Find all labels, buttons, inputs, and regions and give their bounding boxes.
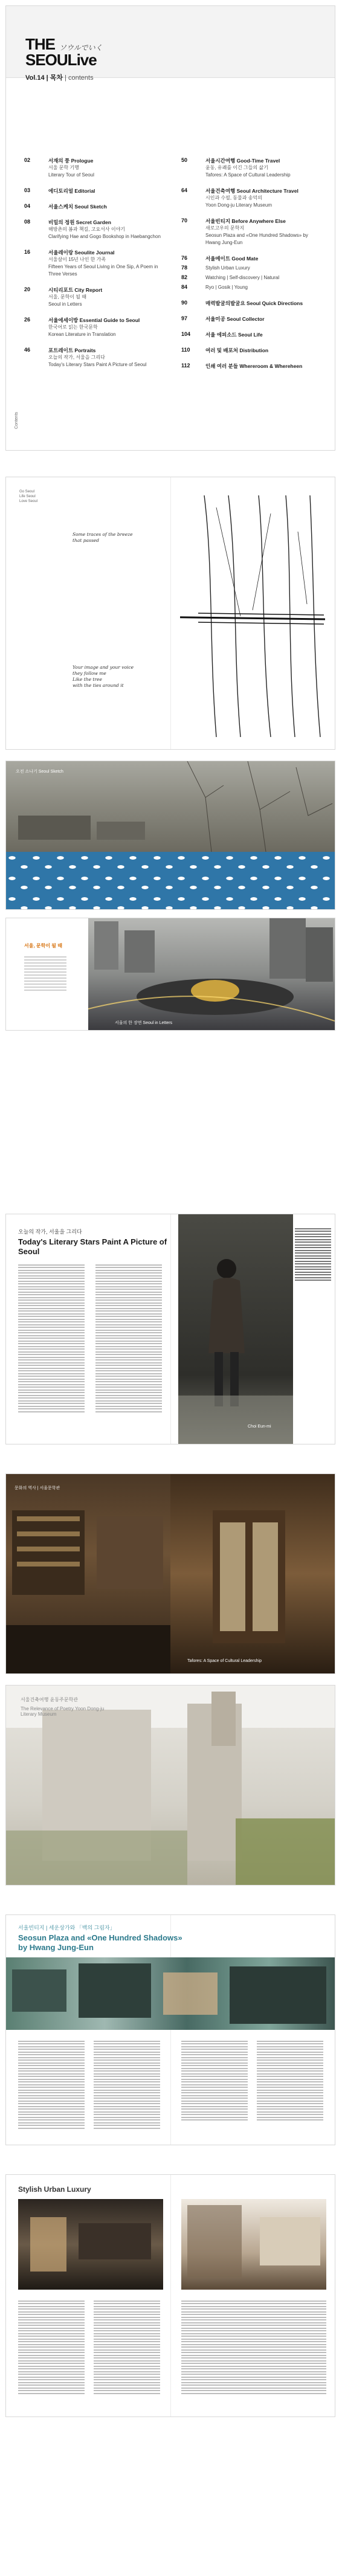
- toc-sub: Stylish Urban Luxury: [205, 265, 250, 271]
- toc-num: 04: [24, 203, 31, 209]
- toc-title: 서울미공 Seoul Collector: [205, 316, 265, 322]
- toc-sub: 시인과 수필, 동물과 송덕의: [205, 195, 262, 201]
- kicker: 서울건축여행 윤동주문학관: [21, 1697, 78, 1702]
- literary-spread: [6, 1214, 335, 1444]
- toc-title: 인쇄 여러 분들 Whereroom & Whereheen: [205, 363, 303, 369]
- toc-num: 104: [181, 331, 191, 337]
- headline: by Hwang Jung-Eun: [18, 1943, 94, 1952]
- toc-right-column: [181, 157, 320, 378]
- photo-label: 문화의 역사 | 서울문학관: [15, 1486, 60, 1490]
- headline: Seosun Plaza and «One Hundred Shadows»: [18, 1933, 182, 1942]
- body-text: [24, 955, 66, 993]
- toc-sub-en: Yoon Dong-ju Literary Museum: [205, 202, 272, 208]
- gutter: [170, 1915, 171, 2145]
- toc-sub: 서울 문학 기행: [48, 165, 79, 170]
- toc-sub-en: Clarifying Hae and Gogo Bookshop in Haebangchon: [48, 234, 161, 239]
- toc-num: 16: [24, 249, 31, 255]
- seoul-sketch-spread: [6, 761, 335, 909]
- volume-sub: | contents: [65, 74, 94, 82]
- toc-title: 서울 에피소드 Seoul Life: [205, 332, 263, 338]
- heritage-spread: [6, 1474, 335, 1673]
- tree-with-ties-drawing: [180, 495, 325, 737]
- photo-caption: 서울의 한 장면 Seoul in Letters: [115, 1021, 173, 1025]
- toc-entry[interactable]: [181, 347, 320, 354]
- cabinet-photo: [170, 1474, 335, 1673]
- gutter: [170, 477, 171, 749]
- city-roundabout-photo: [88, 918, 335, 1030]
- toc-num: 64: [181, 187, 188, 193]
- contents-spread: [6, 6, 335, 450]
- section-title: 서울, 문학이 될 때: [24, 943, 62, 948]
- body-text-col-1: [18, 1263, 85, 1414]
- toc-num: 76: [181, 255, 188, 261]
- toc-title: 서울건축여행 Seoul Architecture Travel: [205, 188, 298, 194]
- toc-entry[interactable]: [181, 331, 320, 338]
- toc-entry[interactable]: [181, 157, 320, 179]
- toc-title: 포트레이트 Portraits: [48, 347, 96, 353]
- corner-tag-line: Life Seoul: [19, 495, 36, 498]
- shelf-shapes: [6, 1474, 170, 1673]
- toc-sub-en: Seosun Plaza and «One Hundred Shadows» by Hwang Jung-Eun: [205, 233, 308, 245]
- body-text-col-1: [18, 2039, 85, 2130]
- toc-sub-en: Fifteen Years of Seoul Living in One Sip, A Poem in Three Verses: [48, 264, 158, 277]
- logo-the: THE: [25, 35, 55, 53]
- toc-sub-en: Today's Literary Stars Paint A Picture of Seoul: [48, 362, 147, 367]
- toc-title: 서울에세이방 Essential Guide to Seoul: [48, 317, 140, 323]
- toc-title: 비밀의 정원 Secret Garden: [48, 219, 111, 225]
- toc-sub: Ryo | Gosik | Young: [205, 285, 248, 290]
- toc-title: 매력발굴의발굴요 Seoul Quick Directions: [205, 300, 303, 306]
- toc-entry[interactable]: [24, 203, 163, 210]
- toc-entry[interactable]: [181, 217, 320, 246]
- winter-city-photo: [6, 761, 335, 852]
- photo-label: The Relevance of Poetry Yoon Dong-ju Literary Museum: [21, 1706, 105, 1717]
- toc-entry[interactable]: [24, 347, 163, 369]
- toc-entry[interactable]: [181, 255, 320, 262]
- toc-sub: 해방촌의 봄과 책길, 고요서사 이야기: [48, 227, 126, 232]
- branch-silhouettes: [6, 761, 335, 852]
- toc-title: 서울시간여행 Good-Time Travel: [205, 158, 280, 164]
- person-silhouette: [178, 1214, 293, 1444]
- gutter: [170, 2175, 171, 2417]
- toc-entry[interactable]: [24, 317, 163, 338]
- gutter: [170, 1214, 171, 1444]
- seosun-spread: [6, 1915, 335, 2145]
- handwritten-note: Your image and your voice they follow me Like the tree with the ties around it: [73, 665, 134, 688]
- toc-title: 서울빈티지 Before Anywhere Else: [205, 218, 286, 224]
- toc-num: 112: [181, 362, 190, 369]
- logo-script: ソウルでいく: [59, 43, 103, 52]
- toc-sub: 오늘의 작가, 서울을 그리다: [48, 355, 105, 360]
- body-text-col-4: [257, 2039, 323, 2122]
- photo-caption: Choi Eun-mi: [248, 1425, 271, 1429]
- toc-num: 110: [181, 347, 190, 353]
- city-report-spread: [6, 918, 335, 1030]
- side-text: [295, 1226, 331, 1283]
- toc-entry[interactable]: [24, 286, 163, 308]
- toc-num: 50: [181, 157, 188, 163]
- toc-num: 02: [24, 157, 31, 163]
- photo-label: Tafores: A Space of Cultural Leadership: [187, 1659, 262, 1663]
- corner-tag-line: Love Seoul: [19, 500, 38, 503]
- toc-entry[interactable]: [181, 265, 320, 272]
- toc-num: 90: [181, 300, 188, 306]
- toc-entry[interactable]: [24, 157, 163, 179]
- boutique-interior-photo: [181, 2199, 326, 2290]
- toc-title: 에디토리얼 Editorial: [48, 188, 95, 194]
- toc-num: 97: [181, 315, 188, 321]
- cabinet-shapes: [170, 1474, 335, 1673]
- toc-num: 84: [181, 284, 188, 290]
- logo-seoul: SEOULive: [25, 51, 97, 69]
- barber-shapes: [18, 2199, 163, 2290]
- toc-sub-en: Tafores: A Space of Cultural Leadership: [205, 172, 291, 178]
- handwritten-note: Some traces of the breeze that passed: [73, 532, 133, 543]
- headline: Today's Literary Stars Paint A Picture of Seoul: [18, 1237, 167, 1256]
- cityscape-shapes: [88, 918, 335, 1030]
- author-portrait-photo: [178, 1214, 293, 1444]
- body-text-col-2: [95, 1263, 162, 1414]
- toc-entry[interactable]: [181, 315, 320, 323]
- toc-title: 서울레이랑 Seoulite Journal: [48, 250, 115, 256]
- toc-sub: 서울, 문학이 될 때: [48, 294, 86, 300]
- corner-tag: [19, 489, 37, 504]
- body-text-col-1: [18, 2299, 85, 2395]
- toc-title: 서울메이트 Good Mate: [205, 256, 259, 262]
- urban-luxury-spread: [6, 2175, 335, 2417]
- toc-title: 시티리포트 City Report: [48, 287, 103, 293]
- boutique-shapes: [181, 2199, 326, 2290]
- toc-num: 78: [181, 265, 188, 271]
- toc-sub: 서울살이 15년 나인 한 가족: [48, 257, 106, 262]
- toc-sub: 한국어로 읽는 한국문학: [48, 324, 98, 330]
- body-text-col-3: [181, 2039, 248, 2122]
- toc-num: 46: [24, 347, 31, 353]
- volume-label: [25, 72, 94, 82]
- toc-entry[interactable]: [181, 362, 320, 370]
- museum-spread: [6, 1686, 335, 1885]
- toc-sub-en: Korean Literature in Translation: [48, 332, 116, 337]
- side-label: Contents: [15, 411, 19, 429]
- barber-shop-photo: [18, 2199, 163, 2290]
- toc-title: 서울스케치 Seoul Sketch: [48, 204, 107, 210]
- toc-sub-en: Seoul in Letters: [48, 301, 82, 307]
- toc-title: 여러 및 배포처 Distribution: [205, 347, 269, 353]
- photo-label: 오전 소나기 Seoul Sketch: [16, 770, 63, 774]
- toc-num: 70: [181, 217, 188, 224]
- toc-num: 08: [24, 219, 31, 225]
- toc-left-column: [24, 157, 163, 377]
- toc-entry[interactable]: [181, 300, 320, 307]
- kicker: 서울빈티지 | 세운상가와 「백의 그림자」: [18, 1925, 115, 1931]
- toc-sub: 새로고우의 문학지: [205, 225, 245, 231]
- toc-entry[interactable]: [181, 187, 320, 209]
- market-shapes: [6, 1957, 335, 2030]
- toc-num: 26: [24, 317, 31, 323]
- toc-num: 82: [181, 274, 188, 280]
- toc-entry[interactable]: [24, 187, 163, 195]
- toc-title: 서재의 풍 Prologue: [48, 158, 94, 164]
- kicker: 오늘의 작가, 서울을 그리다: [18, 1229, 82, 1235]
- library-interior-photo: [6, 1474, 170, 1673]
- toc-entry[interactable]: [181, 274, 320, 282]
- toc-entry[interactable]: [24, 249, 163, 278]
- toc-sub-en: Literary Tour of Seoul: [48, 172, 94, 178]
- illustration-spread: [6, 477, 335, 749]
- volume-number: Vol.14 | 목차: [25, 74, 63, 82]
- toc-num: 20: [24, 286, 31, 292]
- market-photo-strip: [6, 1957, 335, 2030]
- toc-num: 03: [24, 187, 31, 193]
- corner-tag-line: Go Seoul: [19, 490, 35, 494]
- body-text-col-2: [94, 2299, 160, 2395]
- headline: Stylish Urban Luxury: [18, 2185, 91, 2194]
- toc-sub: Watching | Self-discovery | Natural: [205, 275, 280, 280]
- body-text-col-2: [94, 2039, 160, 2130]
- toc-sub: 윤동, 유쾌를 이긴 그들의 삶기: [205, 165, 268, 170]
- toc-entry[interactable]: [181, 284, 320, 291]
- doves-pattern: [6, 852, 335, 909]
- body-text-col-3: [181, 2299, 326, 2395]
- toc-entry[interactable]: [24, 219, 163, 240]
